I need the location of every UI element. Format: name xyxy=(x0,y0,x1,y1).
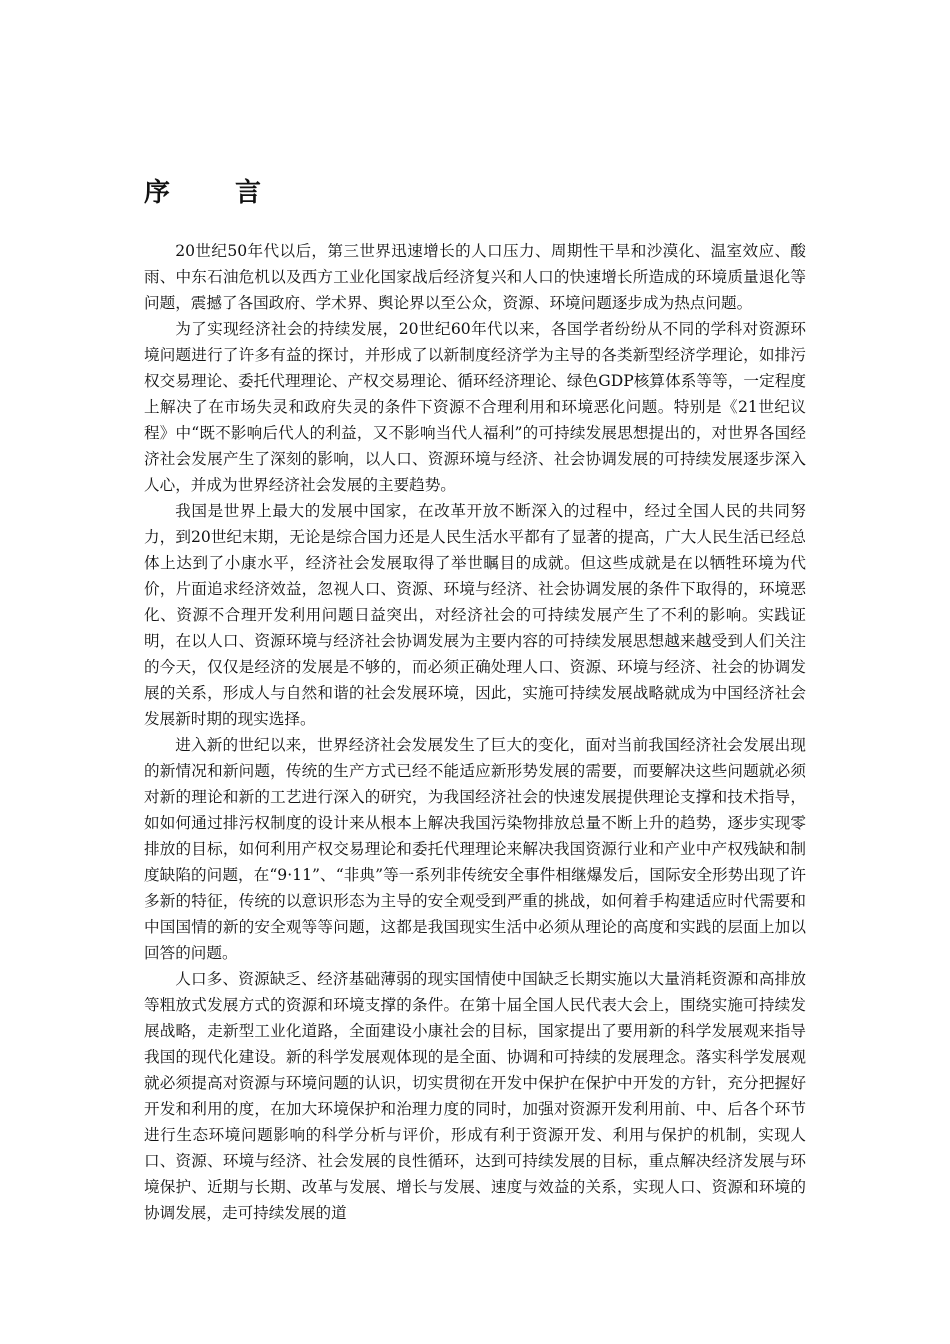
document-body xyxy=(144,238,806,1226)
page-title: 序 言 xyxy=(144,178,290,208)
paragraph-2: 为了实现经济社会的持续发展，20世纪60年代以来，各国学者纷纷从不同的学科对资源环境问题进行了许多有益的探讨，并形成了以新制度经济学为主导的各类新型经济学理论，如排污权交易理论、委托代理理论、产权交易理论、循环经济理论、绿色GDP核算体系等等，一定程度上解决了在市场失灵和政府失灵的条件下资源不合理利用和环境恶化问题。特别是《21世纪议程》中“既不影响后代人的利益，又不影响当代人福利”的可持续发展思想提出的，对世界各国经济社会发展产生了深刻的影响，以人口、资源环境与经济、社会协调发展的可持续发展逐步深入人心，并成为世界经济社会发展的主要趋势。 xyxy=(144,320,806,494)
paragraph-5: 人口多、资源缺乏、经济基础薄弱的现实国情使中国缺乏长期实施以大量消耗资源和高排放等粗放式发展方式的资源和环境支撑的条件。在第十届全国人民代表大会上，围绕实施可持续发展战略，走新型工业化道路，全面建设小康社会的目标，国家提出了要用新的科学发展观来指导我国的现代化建设。新的科学发展观体现的是全面、协调和可持续的发展理念。落实科学发展观就必须提高对资源与环境问题的认识，切实贯彻在开发中保护在保护中开发的方针，充分把握好开发和利用的度，在加大环境保护和治理力度的同时，加强对资源开发利用前、中、后各个环节进行生态环境问题影响的科学分析与评价，形成有利于资源开发、利用与保护的机制，实现人口、资源、环境与经济、社会发展的良性循环，达到可持续发展的目标，重点解决经济发展与环境保护、近期与长期、改革与发展、增长与发展、速度与效益的关系，实现人口、资源和环境的协调发展，走可持续发展的道 xyxy=(144,970,806,1222)
paragraph-1: 20世纪50年代以后，第三世界迅速增长的人口压力、周期性干旱和沙漠化、温室效应、酸雨、中东石油危机以及西方工业化国家战后经济复兴和人口的快速增长所造成的环境质量退化等问题，震撼了各国政府、学术界、舆论界以至公众，资源、环境问题逐步成为热点问题。 xyxy=(144,242,806,312)
paragraph-4: 进入新的世纪以来，世界经济社会发展发生了巨大的变化，面对当前我国经济社会发展出现的新情况和新问题，传统的生产方式已经不能适应新形势发展的需要，而要解决这些问题就必须对新的理论和新的工艺进行深入的研究，为我国经济社会的快速发展提供理论支撑和技术指导，如如何通过排污权制度的设计来从根本上解决我国污染物排放总量不断上升的趋势，逐步实现零排放的目标，如何利用产权交易理论和委托代理理论来解决我国资源行业和产业中产权残缺和制度缺陷的问题，在“9·11”、“非典”等一系列非传统安全事件相继爆发后，国际安全形势出现了许多新的特征，传统的以意识形态为主导的安全观受到严重的挑战，如何着手构建适应时代需要和中国国情的新的安全观等等问题，这都是我国现实生活中必须从理论的高度和实践的层面上加以回答的问题。 xyxy=(144,736,806,962)
paragraph-3: 我国是世界上最大的发展中国家，在改革开放不断深入的过程中，经过全国人民的共同努力，到20世纪末期，无论是综合国力还是人民生活水平都有了显著的提高，广大人民生活已经总体上达到了小康水平，经济社会发展取得了举世瞩目的成就。但这些成就是在以牺牲环境为代价，片面追求经济效益，忽视人口、资源、环境与经济、社会协调发展的条件下取得的，环境恶化、资源不合理开发利用问题日益突出，对经济社会的可持续发展产生了不利的影响。实践证明，在以人口、资源环境与经济社会协调发展为主要内容的可持续发展思想越来越受到人们关注的今天，仅仅是经济的发展是不够的，而必须正确处理人口、资源、环境与经济、社会的协调发展的关系，形成人与自然和谐的社会发展环境，因此，实施可持续发展战略就成为中国经济社会发展新时期的现实选择。 xyxy=(144,502,806,728)
